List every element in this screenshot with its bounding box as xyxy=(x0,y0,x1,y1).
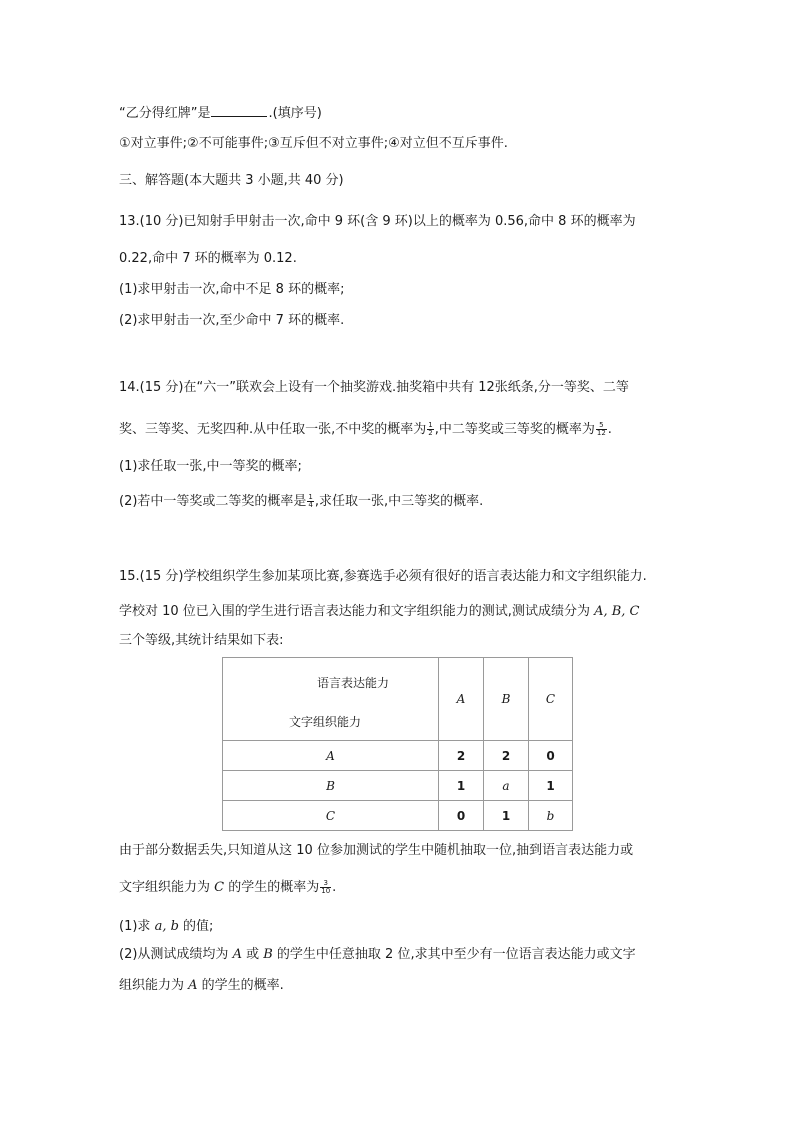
q13-line2: 0.22,命中 7 环的概率为 0.12. xyxy=(119,251,297,266)
fraction-five-twelfths: $\frac{5}{12}$ xyxy=(596,421,606,437)
q15-line1: 15.(15 分)学校组织学生参加某项比赛,参赛选手必须有很好的语言表达能力和文字组织能力. xyxy=(119,569,647,584)
table-cell: 0 xyxy=(439,801,484,831)
row-label: A xyxy=(223,741,439,771)
fraction-three-tenths: $\frac{3}{10}$ xyxy=(321,879,331,895)
grade-letters: A, B, C xyxy=(594,604,640,619)
q14-line2: 奖、三等奖、无奖四种.从中任取一张,不中奖的概率为 $\frac{1}{2}$ ,中二等奖或三等奖的概率为 $\frac{5}{12}$ . xyxy=(119,421,612,437)
q15-after1: 由于部分数据丢失,只知道从这 10 位参加测试的学生中随机抽取一位,抽到语言表达能力或 xyxy=(119,843,634,858)
row-label: B xyxy=(223,771,439,801)
table-cell: 1 xyxy=(439,771,484,801)
column-header: A xyxy=(439,658,484,741)
table-row xyxy=(223,741,573,771)
q15-part2-cont: 组织能力为 A 的学生的概率. xyxy=(119,978,284,993)
q14-part2: (2)若中一等奖或二等奖的概率是 $\frac{1}{4}$ ,求任取一张,中三等奖的概率. xyxy=(119,493,484,509)
stats-table xyxy=(222,657,573,831)
q13-line1: 13.(10 分)已知射手甲射击一次,命中 9 环(含 9 环)以上的概率为 0.56,命中 8 环的概率为 xyxy=(119,214,636,229)
table-cell: 2 xyxy=(439,741,484,771)
q13-part1: (1)求甲射击一次,命中不足 8 环的概率; xyxy=(119,282,345,297)
table-cell: 1 xyxy=(484,801,529,831)
answer-blank[interactable] xyxy=(211,104,267,117)
fraction-one-half: $\frac{1}{2}$ xyxy=(428,421,433,437)
table-row xyxy=(223,801,573,831)
table-cell: 0 xyxy=(529,741,573,771)
header-language: 语言表达能力 xyxy=(317,676,390,690)
header-writing: 文字组织能力 xyxy=(289,715,362,729)
table-cell: b xyxy=(529,801,573,831)
table-row xyxy=(223,771,573,801)
q14-line1: 14.(15 分)在“六一”联欢会上设有一个抽奖游戏.抽奖箱中共有 12张纸条,分一等奖、二等 xyxy=(119,380,629,395)
table-cell: 2 xyxy=(484,741,529,771)
q12-fill-line xyxy=(119,104,322,123)
table-cell: a xyxy=(484,771,529,801)
q12-options: ①对立事件;②不可能事件;③互斥但不对立事件;④对立但不互斥事件. xyxy=(119,136,508,151)
section-title: 三、解答题(本大题共 3 小题,共 40 分) xyxy=(119,173,344,188)
q15-part1: (1)求 a, b 的值; xyxy=(119,919,214,934)
q15-part2: (2)从测试成绩均为 A 或 B 的学生中任意抽取 2 位,求其中至少有一位语言表达能力或文字 xyxy=(119,947,636,962)
q13-part2: (2)求甲射击一次,至少命中 7 环的概率. xyxy=(119,313,345,328)
column-header: B xyxy=(484,658,529,741)
fraction-one-quarter: $\frac{1}{4}$ xyxy=(308,493,313,509)
table-cell: 1 xyxy=(529,771,573,801)
q15-line3: 三个等级,其统计结果如下表: xyxy=(119,633,284,648)
column-header: C xyxy=(529,658,573,741)
table-header-corner xyxy=(223,658,439,741)
row-label: C xyxy=(223,801,439,831)
q15-after2: 文字组织能力为 C 的学生的概率为 $\frac{3}{10}$ . xyxy=(119,879,337,895)
q14-part1: (1)求任取一张,中一等奖的概率; xyxy=(119,459,302,474)
q15-line2: 学校对 10 位已入围的学生进行语言表达能力和文字组织能力的测试,测试成绩分为 A, B, C xyxy=(119,604,640,619)
q12-prefix: “乙分得红牌”是 xyxy=(119,106,211,121)
q12-suffix: .(填序号) xyxy=(268,106,322,121)
